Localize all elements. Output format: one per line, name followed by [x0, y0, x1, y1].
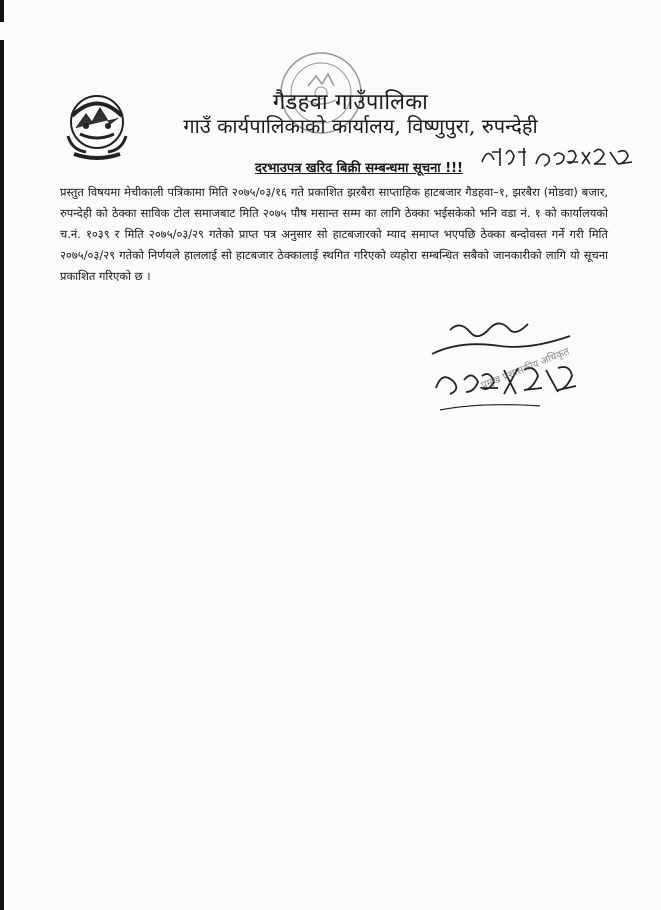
officer-stamp: प्रमुख प्रशासकीय अधिकृत: [479, 346, 572, 392]
handwritten-date: [478, 142, 638, 174]
office-name: गैडहवा गाउँपालिका: [272, 90, 429, 115]
notice-subject: दरभाउपत्र खरिद बिक्री सम्बन्धमा सूचना !!!: [255, 161, 463, 176]
notice-body: प्रस्तुत विषयमा मेचीकाली पत्रिकामा मिति २०७५/०३/१६ गते प्रकाशित झरबैरा साप्ताहिक हाटबजार गैडहवा–१, झरबैरा (मोडवा) बजार, रुपन्देही को ठेक्का साविक टोल समाजबाट मिति २०७५ पौष मसान्त सम्म का लागि ठेक्का भईसकेको भनि वडा नं. १ को कार्यालयको च.नं. १०३९ र मिति २०७५/०३/२९ गतेको प्राप्त पत्र अनुसार सो हाटबजारको म्याद समाप्त भएपछि ठेक्का बन्दोवस्त गर्ने गरी मिति २०७५/०३/२९ गतेको निर्णयले हाललाई सो हाटबजार ठेक्कालाई स्थगित गरिएको व्यहोरा सम्बन्धित सबैको जानकारीको लागि यो सूचना प्रकाशित गरिएको छ ।: [60, 185, 608, 283]
scan-edge-gap: [0, 22, 4, 40]
office-address: गाउँ कार्यपालिकाको कार्यालय, विष्णुपुरा, रुपन्देही: [183, 114, 538, 138]
